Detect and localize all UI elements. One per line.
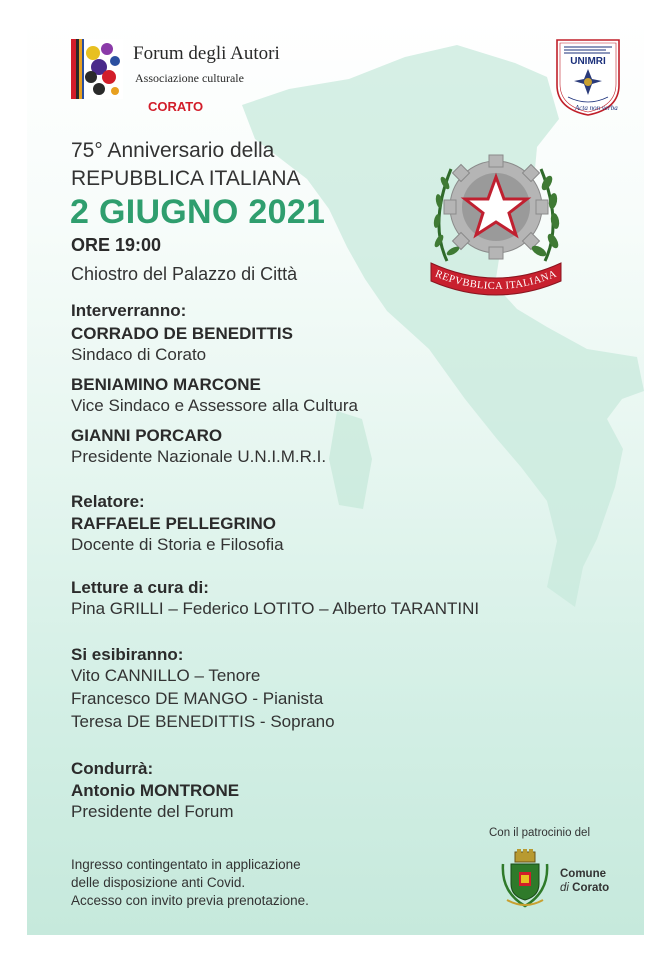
relatore-role: Docente di Storia e Filosofia: [71, 535, 284, 554]
speakers-heading: Interverranno:: [71, 301, 187, 320]
performer-line: Teresa DE BENEDITTIS - Soprano: [71, 712, 335, 731]
notice-line: Ingresso contingentato in applicazione: [71, 857, 301, 872]
forum-degli-autori-logo-icon: [71, 39, 123, 99]
speaker-name: BENIAMINO MARCONE: [71, 375, 261, 394]
corato-coat-of-arms-icon: [497, 848, 553, 910]
emblem-of-italy-icon: [425, 143, 567, 297]
notice-line: Accesso con invito previa prenotazione.: [71, 893, 309, 908]
event-venue: Chiostro del Palazzo di Città: [71, 264, 298, 284]
organizer-city: CORATO: [148, 99, 204, 114]
event-date: 2 GIUGNO 2021: [70, 193, 326, 231]
notice-line: delle disposizione anti Covid.: [71, 875, 246, 890]
emblem-ribbon-text: REPVBBLICA ITALIANA: [433, 268, 559, 293]
patronage-city: Corato: [572, 882, 610, 894]
patronage-comune: Comune: [560, 868, 606, 880]
speaker-role: Vice Sindaco e Assessore alla Cultura: [71, 396, 358, 415]
speaker-role: Presidente Nazionale U.N.I.M.R.I.: [71, 447, 327, 466]
speaker-role: Sindaco di Corato: [71, 345, 207, 364]
relatore-heading: Relatore:: [71, 492, 145, 511]
patronage-label: Con il patrocinio del: [489, 827, 591, 839]
esibizioni-heading: Si esibiranno:: [71, 645, 184, 664]
letture-heading: Letture a cura di:: [71, 578, 209, 597]
patronage-city-line: [560, 882, 609, 894]
event-title-line1: 75° Anniversario della: [71, 139, 275, 162]
event-time: ORE 19:00: [71, 235, 162, 255]
event-title-line2: REPUBBLICA ITALIANA: [71, 167, 301, 190]
relatore-name: RAFFAELE PELLEGRINO: [71, 514, 276, 533]
poster: [27, 19, 644, 935]
letture-names: Pina GRILLI – Federico LOTITO – Alberto TARANTINI: [71, 599, 480, 618]
performer-line: Vito CANNILLO – Tenore: [71, 666, 261, 685]
patronage-di: di: [560, 882, 569, 894]
organizer-name: Forum degli Autori: [133, 43, 280, 64]
performer-line: Francesco DE MANGO - Pianista: [71, 689, 324, 708]
unimri-acronym: UNIMRI: [570, 56, 606, 67]
conduttore-name: Antonio MONTRONE: [71, 781, 240, 800]
conduttore-heading: Condurrà:: [71, 759, 154, 778]
conduttore-role: Presidente del Forum: [71, 802, 234, 821]
unimri-motto: Acta non verba: [575, 104, 618, 112]
speaker-name: CORRADO DE BENEDITTIS: [71, 324, 293, 343]
organizer-subtitle: Associazione culturale: [135, 71, 244, 85]
speaker-name: GIANNI PORCARO: [71, 426, 223, 445]
